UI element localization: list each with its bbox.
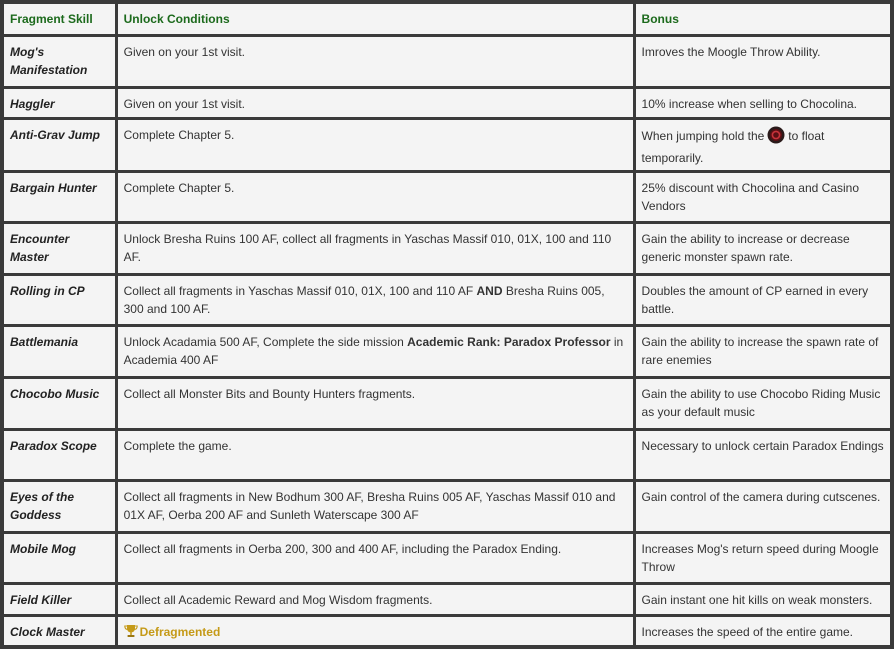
unlock-condition: Complete Chapter 5. [118, 120, 633, 170]
unlock-condition [118, 617, 633, 645]
skill-name: Mog's Manifestation [4, 37, 115, 86]
bonus-text: 25% discount with Chocolina and Casino Vendors [636, 173, 890, 222]
skill-name: Field Killer [4, 585, 115, 613]
unlock-condition: Complete Chapter 5. [118, 173, 633, 222]
unlock-condition: Complete the game. [118, 431, 633, 480]
table-row [4, 120, 890, 170]
table-row [4, 482, 890, 531]
unlock-text-end: in Academia 400 AF [123, 335, 624, 368]
skill-name: Anti-Grav Jump [4, 120, 115, 170]
bonus-text: Increases the speed of the entire game. [636, 617, 890, 645]
unlock-text-bold: Academic Rank: Paradox Professor [407, 335, 611, 350]
unlock-text-bold: AND [476, 283, 503, 298]
header-unlock-conditions: Unlock Conditions [118, 4, 633, 34]
table-row [4, 37, 890, 86]
table-row [4, 617, 890, 645]
bonus-text: Gain the ability to increase the spawn rate of rare enemies [636, 327, 890, 376]
bonus-text [636, 120, 890, 170]
table-row [4, 431, 890, 480]
unlock-condition: Unlock Bresha Ruins 100 AF, collect all fragments in Yaschas Massif 010, 01X, 100 and 110 AF. [118, 224, 633, 273]
header-row [4, 4, 890, 34]
header-bonus: Bonus [636, 4, 890, 34]
bonus-text-start: When jumping hold the [641, 128, 765, 143]
table-row [4, 89, 890, 117]
unlock-condition [118, 276, 633, 325]
bonus-text: Gain the ability to increase or decrease generic monster spawn rate. [636, 224, 890, 273]
bonus-text: Gain the ability to use Chocobo Riding Music as your default music [636, 379, 890, 428]
bonus-text: Gain instant one hit kills on weak monsters. [636, 585, 890, 613]
circle-button-icon [767, 126, 785, 149]
bonus-text: Increases Mog's return speed during Moogle Throw [636, 534, 890, 583]
unlock-condition: Given on your 1st visit. [118, 89, 633, 117]
unlock-condition: Collect all Monster Bits and Bounty Hunters fragments. [118, 379, 633, 428]
bonus-text: Necessary to unlock certain Paradox Endings [636, 431, 890, 480]
unlock-condition [118, 327, 633, 376]
unlock-condition: Collect all fragments in Oerba 200, 300 and 400 AF, including the Paradox Ending. [118, 534, 633, 583]
skill-name: Chocobo Music [4, 379, 115, 428]
skill-name: Mobile Mog [4, 534, 115, 583]
skill-name: Paradox Scope [4, 431, 115, 480]
unlock-condition: Collect all Academic Reward and Mog Wisdom fragments. [118, 585, 633, 613]
unlock-text-start: Unlock Acadamia 500 AF, Complete the side mission [123, 335, 404, 350]
trophy-icon [124, 624, 138, 643]
bonus-text-end: to float temporarily. [641, 128, 825, 165]
unlock-condition: Given on your 1st visit. [118, 37, 633, 86]
skill-name: Encounter Master [4, 224, 115, 273]
bonus-text: 10% increase when selling to Chocolina. [636, 89, 890, 117]
unlock-text-end: Bresha Ruins 005, 300 and 100 AF. [123, 283, 605, 316]
bonus-text: Gain control of the camera during cutscenes. [636, 482, 890, 531]
skill-name: Rolling in CP [4, 276, 115, 325]
bonus-text: Imroves the Moogle Throw Ability. [636, 37, 890, 86]
fragment-skills-table [1, 1, 893, 648]
table-row [4, 534, 890, 583]
table-row [4, 224, 890, 273]
skill-name: Haggler [4, 89, 115, 117]
unlock-text-start: Collect all fragments in Yaschas Massif 010, 01X, 100 and 110 AF [123, 283, 474, 298]
table-row [4, 379, 890, 428]
skill-name: Eyes of the Goddess [4, 482, 115, 531]
unlock-condition: Collect all fragments in New Bodhum 300 AF, Bresha Ruins 005 AF, Yaschas Massif 010 and 01X AF, Oerba 200 AF and Sunleth Waterscape 300 AF [118, 482, 633, 531]
header-fragment-skill: Fragment Skill [4, 4, 115, 34]
table-row [4, 276, 890, 325]
skill-name: Bargain Hunter [4, 173, 115, 222]
skill-name: Battlemania [4, 327, 115, 376]
skill-name: Clock Master [4, 617, 115, 645]
trophy-link[interactable]: Defragmented [139, 624, 221, 639]
bonus-text: Doubles the amount of CP earned in every battle. [636, 276, 890, 325]
table-row [4, 585, 890, 613]
table-row [4, 327, 890, 376]
table-row [4, 173, 890, 222]
